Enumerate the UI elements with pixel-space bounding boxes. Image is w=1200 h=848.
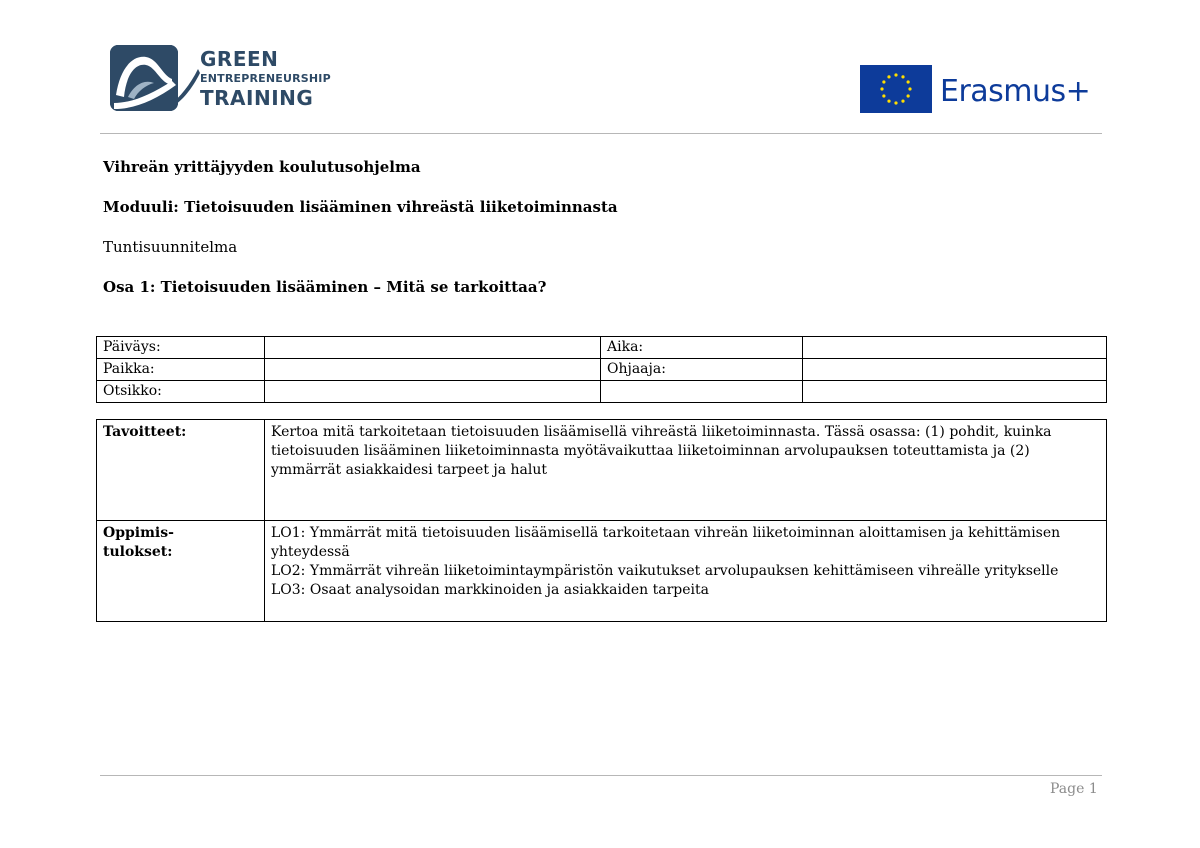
logo-line-2: ENTREPRENEURSHIP [200, 72, 331, 85]
eu-star-icon [880, 87, 883, 90]
erasmus-wordmark: Erasmus+ [940, 74, 1091, 109]
eu-star-icon [894, 101, 897, 104]
part-title: Osa 1: Tietoisuuden lisääminen – Mitä se tarkoittaa? [103, 278, 547, 296]
eu-star-icon [901, 100, 904, 103]
empty-cell[interactable] [803, 381, 1107, 403]
eu-star-icon [894, 73, 897, 76]
empty-cell[interactable] [601, 381, 803, 403]
logo-line-1: GREEN [200, 47, 279, 71]
eu-star-icon [887, 75, 890, 78]
outcomes-list [265, 521, 1107, 622]
topic-value-cell[interactable] [265, 381, 601, 403]
objectives-table [96, 419, 1107, 622]
eu-star-icon [882, 80, 885, 83]
green-entrepreneurship-logo [110, 45, 340, 115]
list-item: LO3: Osaat analysoidan markkinoiden ja asiakkaiden tarpeita [271, 582, 709, 598]
outcomes-row [97, 521, 1107, 622]
goals-text: Kertoa mitä tarkoitetaan tietoisuuden lisäämisellä vihreästä liiketoiminnasta. Tässä osassa: (1) pohdit, kuinka tietoisuuden lisääminen liiketoiminnasta myötävaikuttaa liiketoiminnan arvolupauksen toteuttamista ja (2) ymmärrät asiakkaidesi tarpeet ja halut [265, 420, 1107, 521]
logo-wordmark [200, 49, 331, 108]
eu-star-icon [882, 94, 885, 97]
table-row [97, 337, 1107, 359]
header-divider [100, 133, 1102, 134]
instructor-value-cell[interactable] [803, 359, 1107, 381]
time-value-cell[interactable] [803, 337, 1107, 359]
list-item: LO1: Ymmärrät mitä tietoisuuden lisäämisellä tarkoitetaan vihreän liiketoiminnan aloittamisen ja kehittämisen yhteydessä [271, 525, 1061, 560]
eu-star-icon [907, 94, 910, 97]
topic-label: Otsikko: [97, 381, 265, 403]
page-number: Page 1 [1050, 781, 1098, 797]
time-label: Aika: [601, 337, 803, 359]
place-label: Paikka: [97, 359, 265, 381]
logo-line-3: TRAINING [200, 86, 314, 110]
outcomes-label-line-1: Oppimis- [103, 525, 174, 541]
place-value-cell[interactable] [265, 359, 601, 381]
eu-star-icon [901, 75, 904, 78]
list-item: LO2: Ymmärrät vihreän liiketoimintaympäristön vaikutukset arvolupauksen kehittämiseen vihreälle yritykselle [271, 563, 1059, 579]
eu-star-icon [907, 80, 910, 83]
module-title: Moduuli: Tietoisuuden lisääminen vihreästä liiketoiminnasta [103, 198, 618, 216]
goals-label: Tavoitteet: [97, 420, 265, 521]
outcomes-label-line-2: tulokset: [103, 544, 173, 560]
outcomes-label [97, 521, 265, 622]
erasmus-logo [860, 65, 1105, 115]
footer-divider [100, 775, 1102, 776]
logo-emblem-icon [110, 45, 178, 111]
plan-label: Tuntisuunnitelma [103, 238, 238, 256]
instructor-label: Ohjaaja: [601, 359, 803, 381]
info-table [96, 336, 1107, 403]
eu-flag-icon [860, 65, 932, 113]
eu-star-icon [908, 87, 911, 90]
table-row [97, 359, 1107, 381]
goals-row [97, 420, 1107, 521]
date-value-cell[interactable] [265, 337, 601, 359]
logo-swoosh-icon [170, 67, 200, 107]
eu-star-icon [887, 100, 890, 103]
date-label: Päiväys: [97, 337, 265, 359]
table-row [97, 381, 1107, 403]
program-title: Vihreän yrittäjyyden koulutusohjelma [103, 158, 421, 176]
